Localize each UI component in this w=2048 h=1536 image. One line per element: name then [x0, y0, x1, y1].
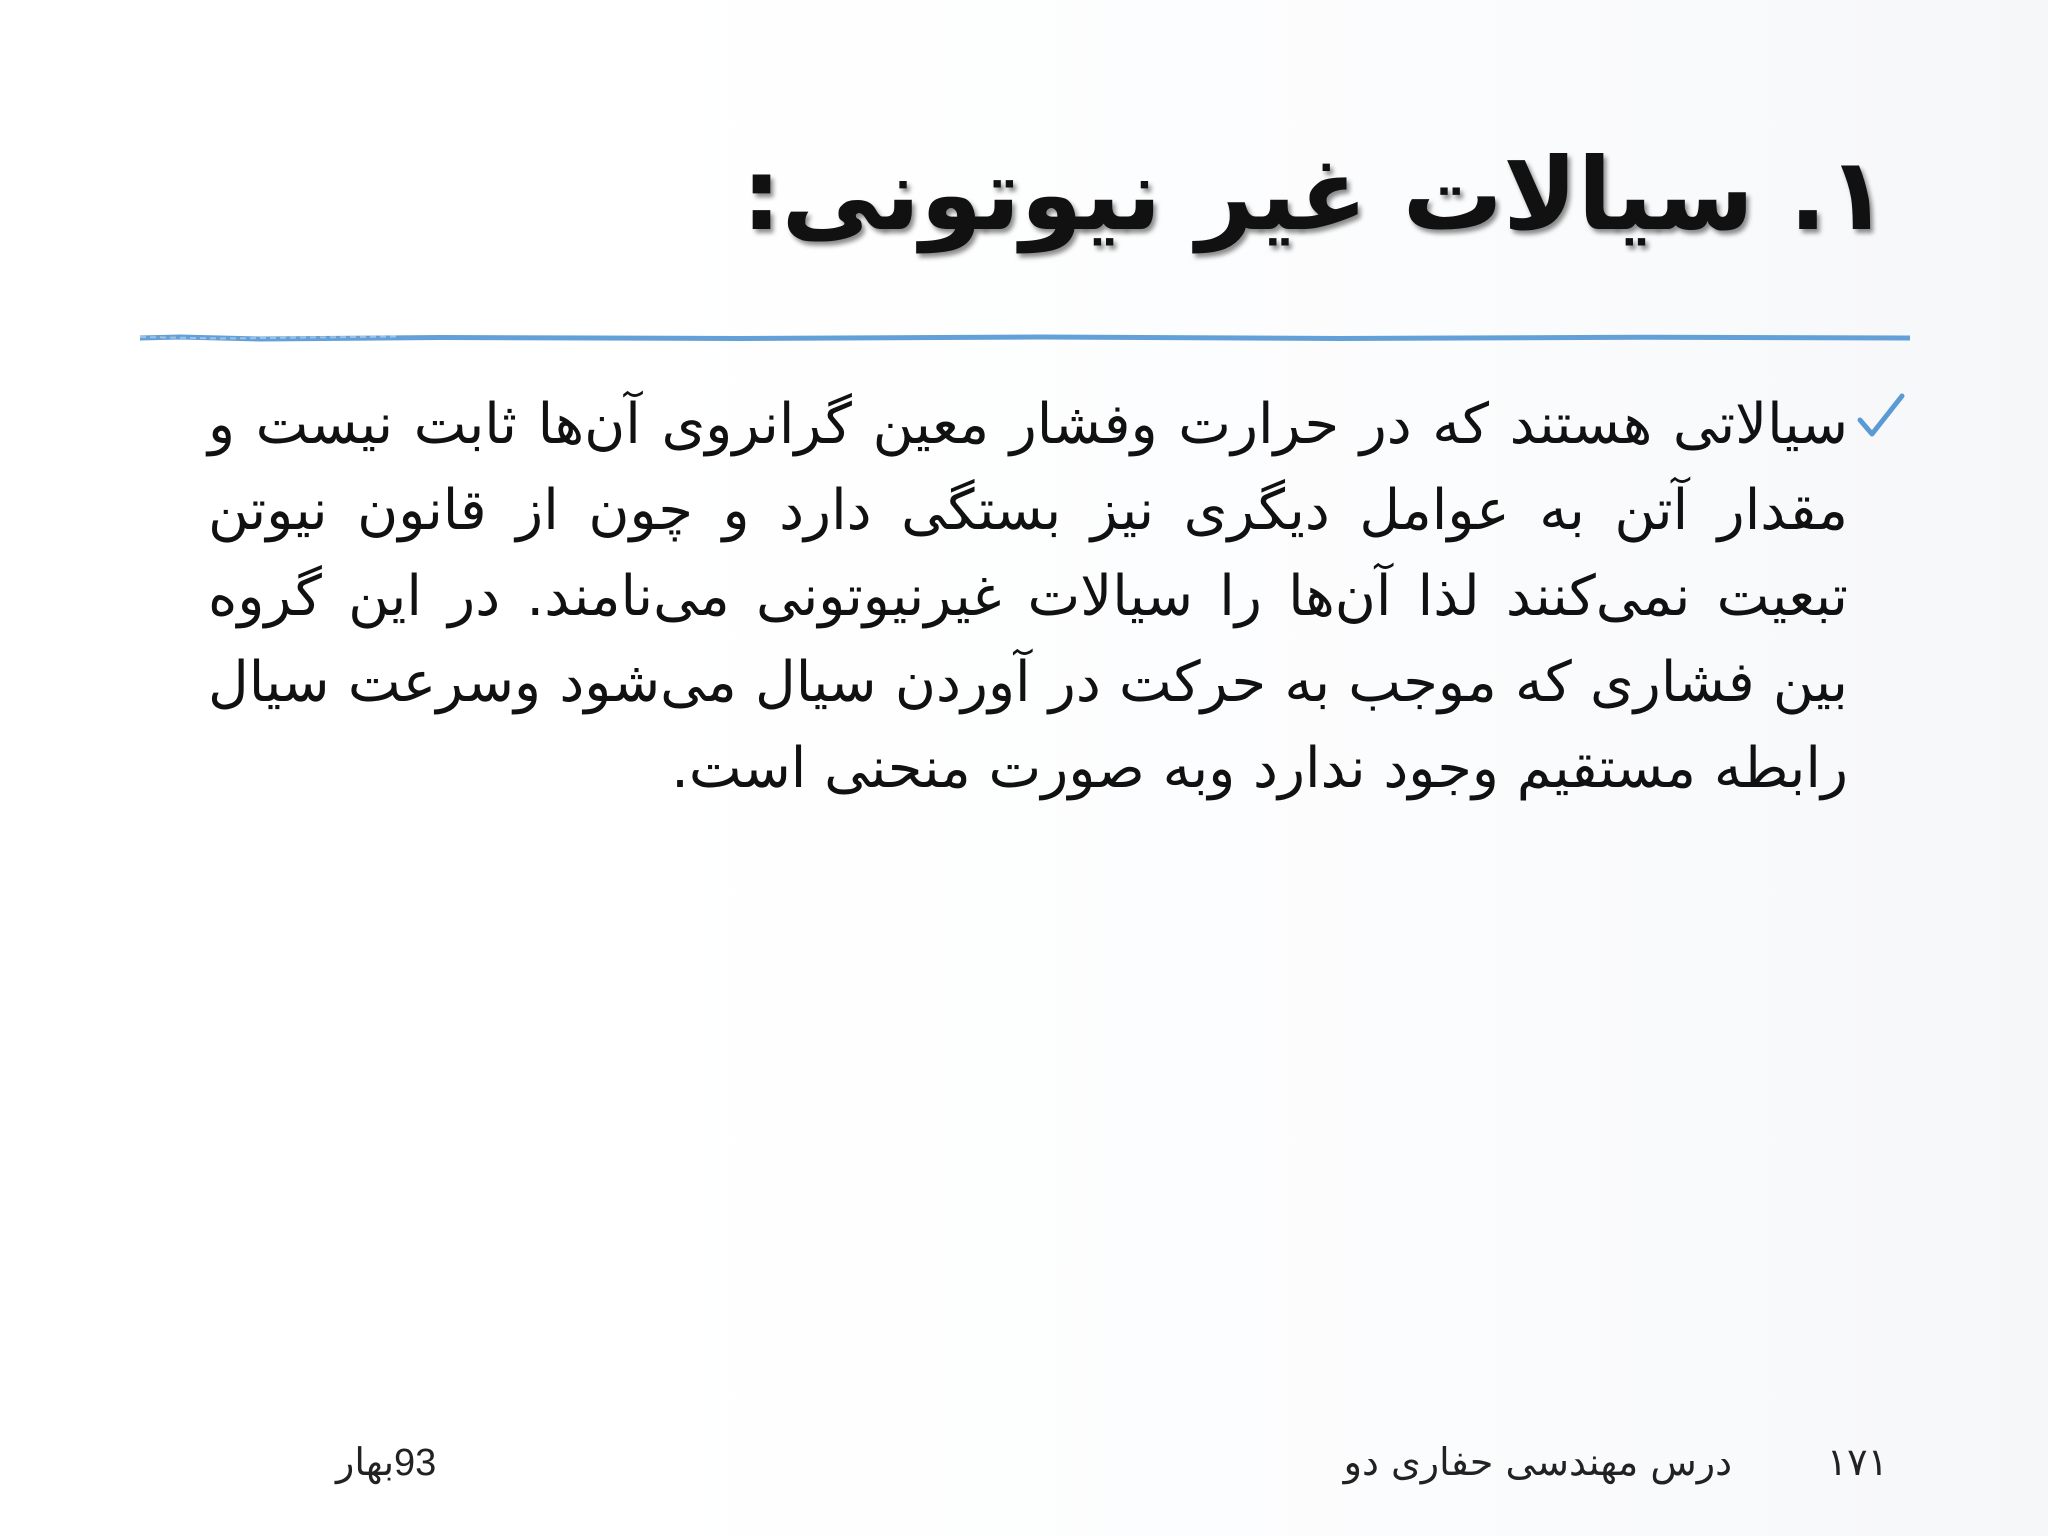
- title-divider: [140, 334, 1910, 342]
- body-paragraph: سیالاتی هستند که در حرارت وفشار معین گرانروی آن‌ها ثابت نیست و مقدار آتن به عوامل دیگری نیز بستگی دارد و چون از قانون نیوتن تبعیت نمی‌کنند لذا آن‌ها را سیالات غیرنیوتونی می‌نامند. در این گروه بین فشاری که موجب به حرکت در آوردن سیال می‌شود وسرعت سیال رابطه مستقیم وجود ندارد وبه صورت منحنی است.: [208, 392, 1848, 801]
- checkmark-icon: [1852, 390, 1908, 446]
- content-block: [208, 382, 1908, 812]
- course-title: درس مهندسی حفاری دو: [1343, 1440, 1732, 1484]
- slide-title: ۱. سیالات غیر نیوتونی:: [741, 136, 1888, 253]
- term-label: 93بهار: [336, 1442, 437, 1484]
- page-number: ۱۷۱: [1826, 1440, 1888, 1484]
